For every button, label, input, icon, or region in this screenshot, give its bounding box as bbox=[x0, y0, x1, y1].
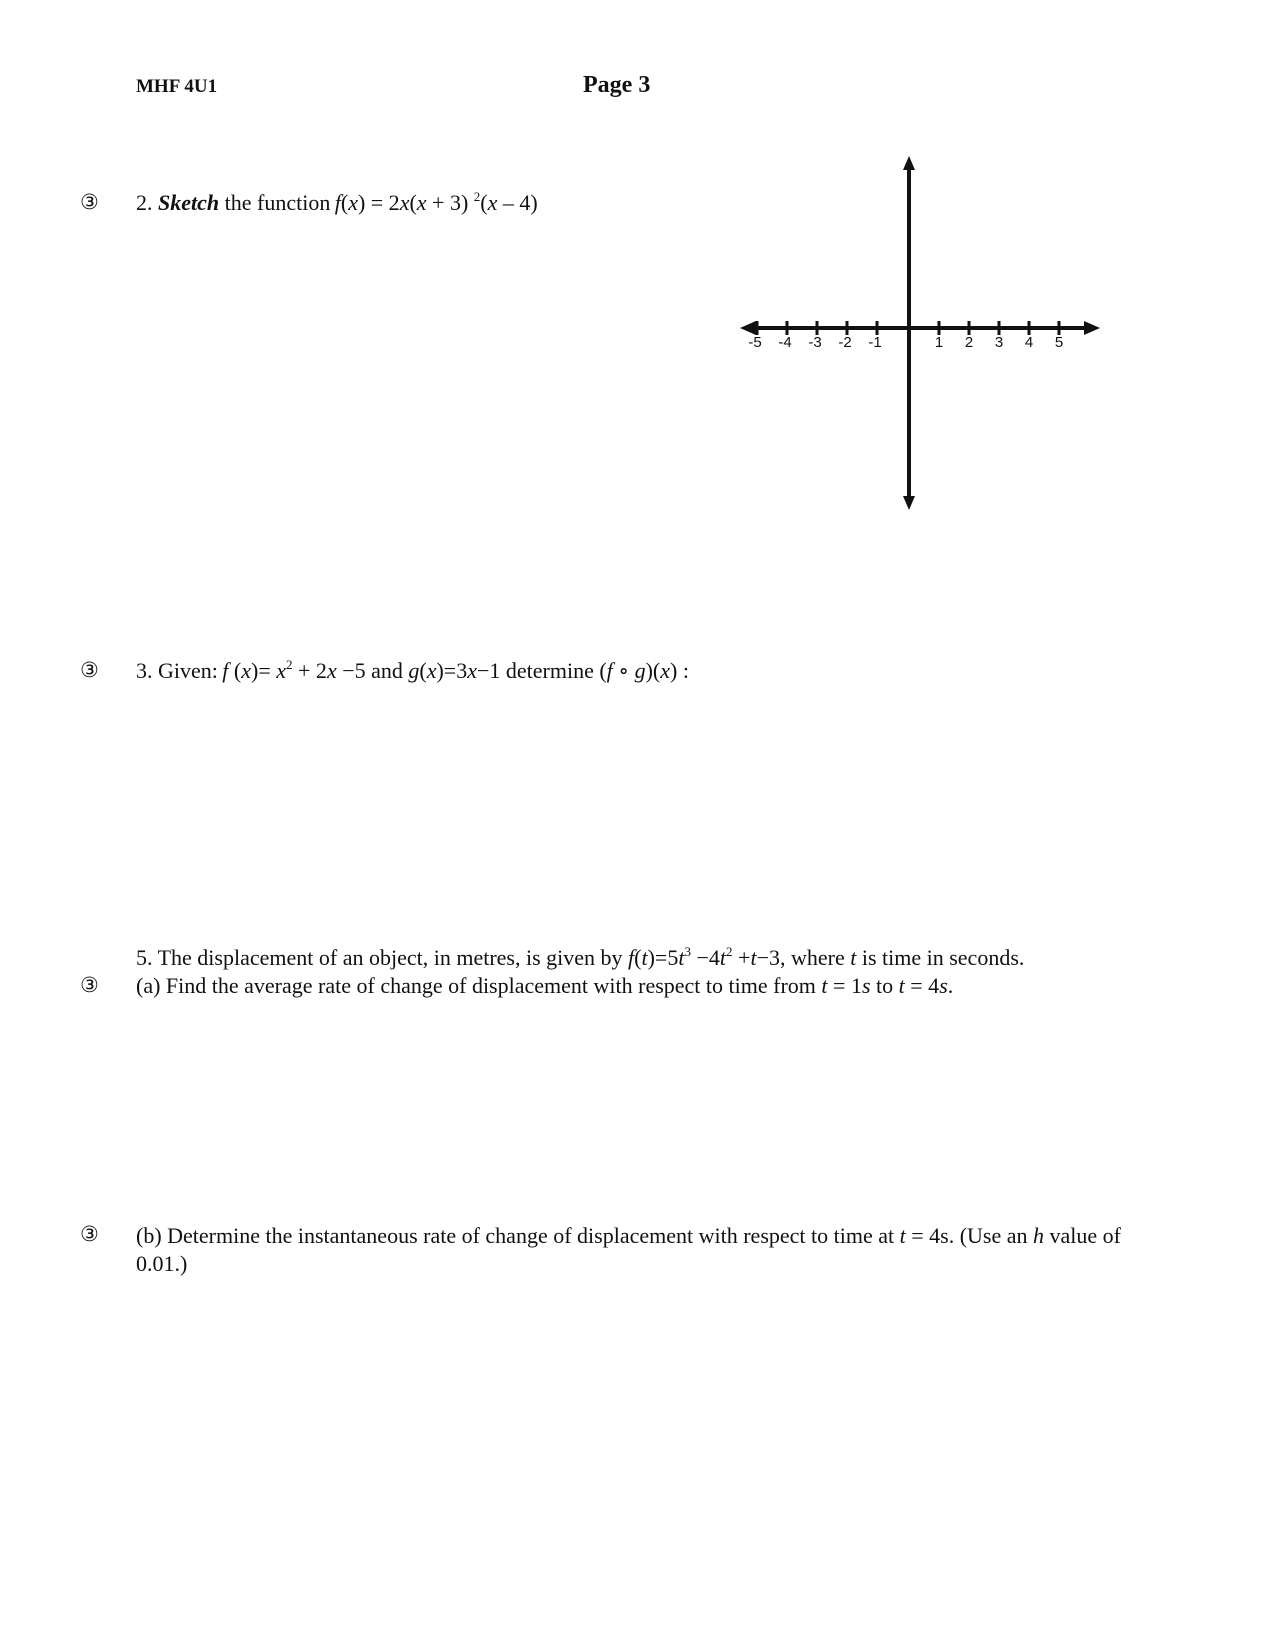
tick-label: -2 bbox=[838, 334, 852, 351]
question-5b-text: (b) Determine the instantaneous rate of change of displacement with respect to time at t = 4s. (Use an h value of 0.01.) bbox=[136, 1223, 1121, 1276]
x-axis-arrow-left bbox=[740, 321, 756, 335]
question-3-text: 3. Given: f $(x)= x^2 + 2x -5$ and g(x)=3x−1 determine (f ∘ g)(x) : bbox=[136, 657, 689, 683]
tick-label: -5 bbox=[748, 334, 762, 351]
tick-label: 3 bbox=[994, 334, 1004, 351]
question-5a-text: (a) Find the average rate of change of displacement with respect to time from t = 1s to t = 4s. bbox=[136, 973, 954, 998]
tick-label: -1 bbox=[868, 334, 882, 351]
question-2-text: 2. Sketch the function f(x) = 2x(x + 3) $^2$(x – 4) bbox=[136, 189, 538, 215]
tick-label: 1 bbox=[934, 334, 944, 351]
tick-label: 4 bbox=[1024, 334, 1034, 351]
marks-indicator-q5b: ③ bbox=[80, 1222, 99, 1246]
page-number: Page 3 bbox=[583, 72, 651, 98]
tick-label: 2 bbox=[964, 334, 974, 351]
course-code: MHF 4U1 bbox=[136, 76, 218, 97]
x-axis-arrow-right bbox=[1084, 321, 1100, 335]
marks-indicator-q5a: ③ bbox=[80, 973, 99, 997]
tick-label: -3 bbox=[808, 334, 822, 351]
tick-label: 5 bbox=[1054, 334, 1064, 351]
marks-indicator-q3: ③ bbox=[80, 658, 99, 682]
y-axis-arrow-up bbox=[903, 156, 915, 170]
coordinate-grid bbox=[740, 150, 1130, 530]
y-axis-arrow-down bbox=[903, 496, 915, 510]
question-5-intro: 5. The displacement of an object, in metres, is given by $f(t)=5t^3 -4t^2 +t-3$, where t is time in seconds. bbox=[136, 944, 1025, 970]
tick-label: -4 bbox=[778, 334, 792, 351]
marks-indicator-q2: ③ bbox=[80, 190, 99, 214]
